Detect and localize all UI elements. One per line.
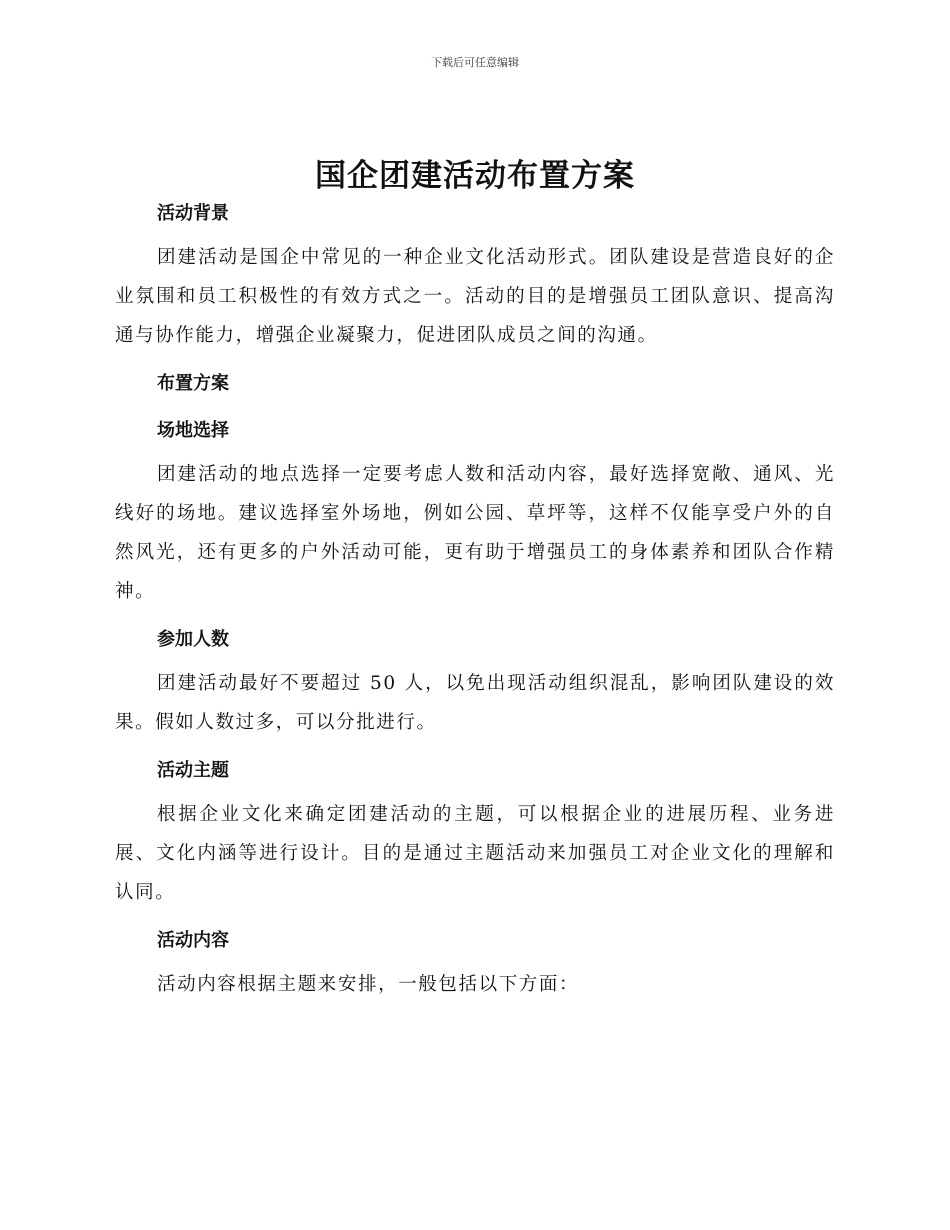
section-paragraph-background: 团建活动是国企中常见的一种企业文化活动形式。团队建设是营造良好的企业氛围和员工积极性的有效方式之一。活动的目的是增强员工团队意识、提高沟通与协作能力，增强企业凝聚力，促进团队成员之间的沟通。 (115, 247, 835, 346)
section-heading-plan: 布置方案 (157, 373, 229, 394)
document-body (115, 196, 835, 1004)
section-heading-venue: 场地选择 (157, 420, 229, 441)
section-paragraph-venue: 团建活动的地点选择一定要考虑人数和活动内容，最好选择宽敞、通风、光线好的场地。建议选择室外场地，例如公园、草坪等，这样不仅能享受户外的自然风光，还有更多的户外活动可能，更有助于增强员工的身体素养和团队合作精神。 (115, 464, 835, 602)
section-heading-theme: 活动主题 (157, 760, 229, 781)
section-paragraph-content: 活动内容根据主题来安排，一般包括以下方面： (157, 974, 580, 995)
section-heading-participants: 参加人数 (157, 629, 229, 650)
section-paragraph-participants: 团建活动最好不要超过 50 人，以免出现活动组织混乱，影响团队建设的效果。假如人数过多，可以分批进行。 (115, 673, 835, 733)
page-header-note: 下载后可任意编辑 (431, 56, 519, 69)
section-heading-background: 活动背景 (157, 203, 229, 224)
document-title: 国企团建活动布置方案 (315, 158, 635, 194)
section-paragraph-theme: 根据企业文化来确定团建活动的主题，可以根据企业的进展历程、业务进展、文化内涵等进行设计。目的是通过主题活动来加强员工对企业文化的理解和认同。 (115, 804, 835, 903)
section-heading-content: 活动内容 (157, 930, 229, 951)
